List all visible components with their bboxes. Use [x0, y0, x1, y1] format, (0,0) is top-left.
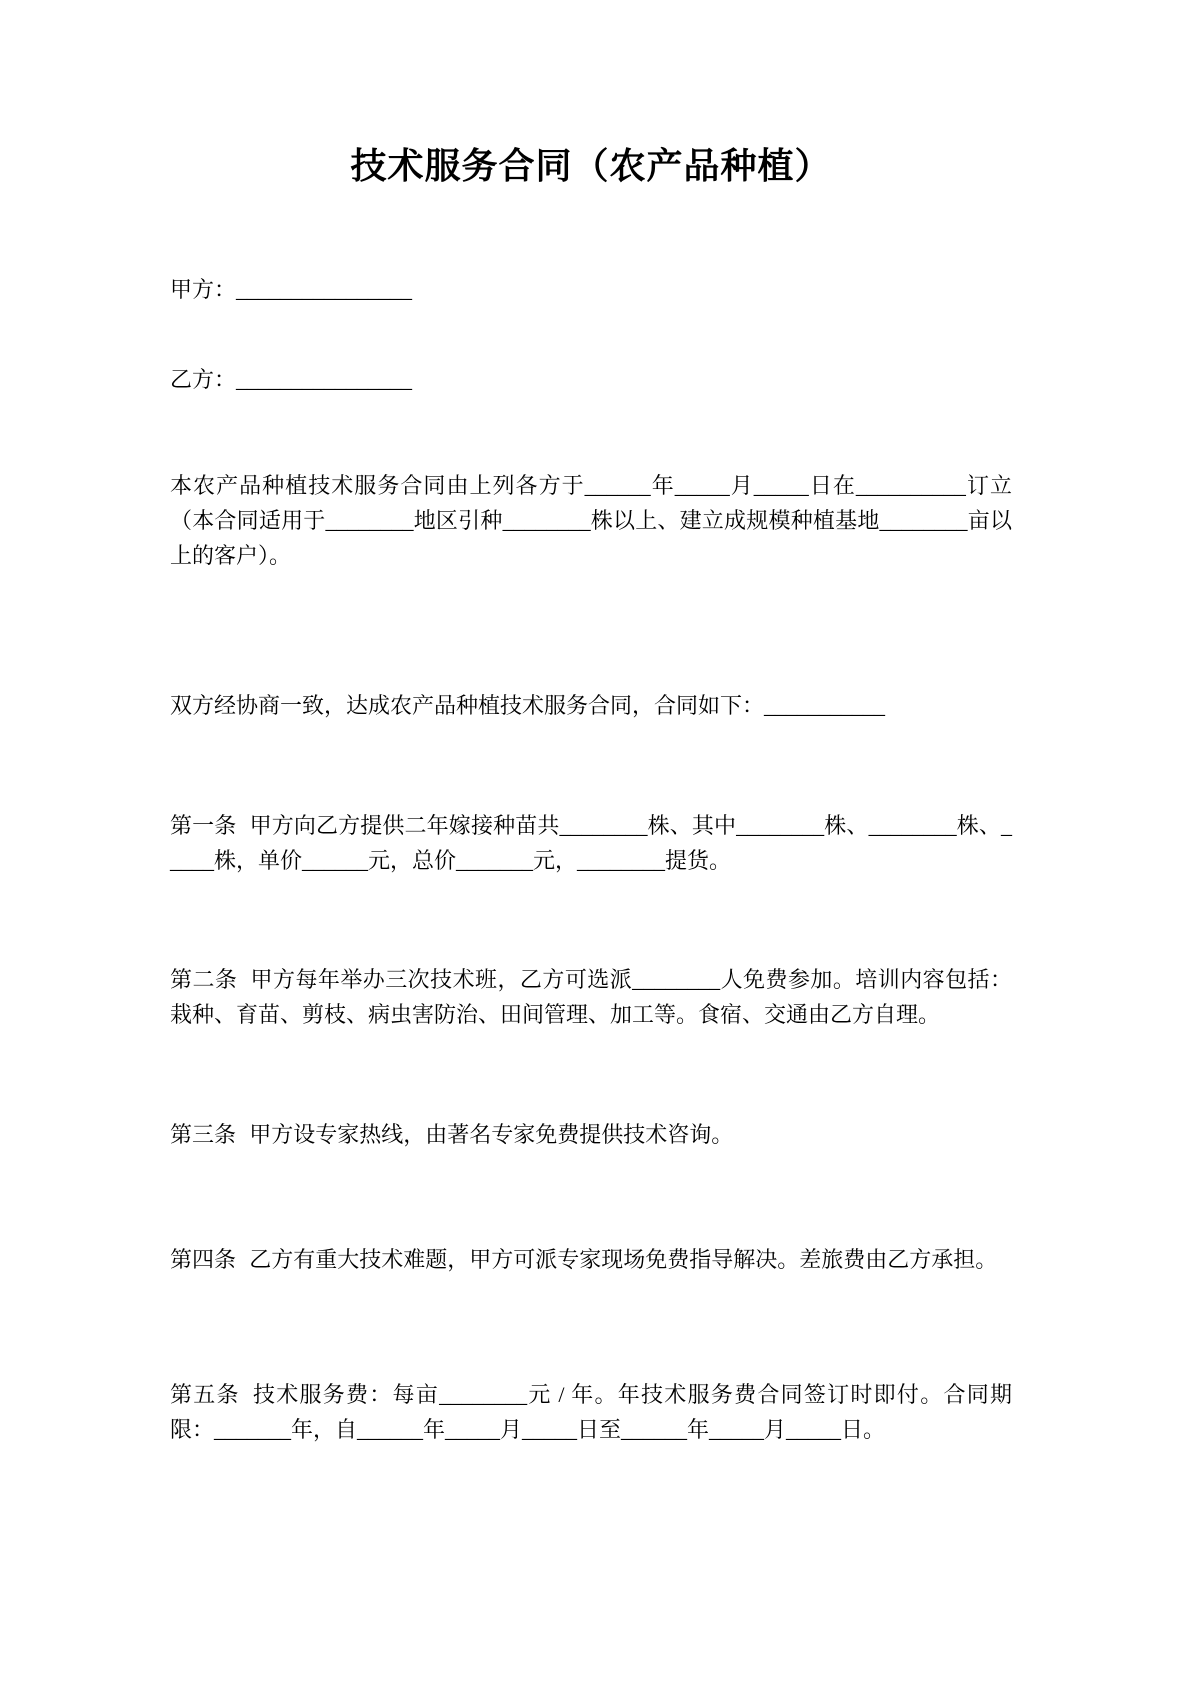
article-3-label: 第三条 [170, 1122, 237, 1147]
article-1-label: 第一条 [170, 813, 237, 838]
article-1-text: 甲方向乙方提供二年嫁接种苗共________株、其中________株、________株、_____株，单价______元，总价_______元，________提货。 [170, 813, 1012, 873]
article-5-text: 技术服务费：每亩________元 / 年。年技术服务费合同签订时即付。合同期限：_______年，自______年_____月_____日至______年_____月_____日。 [170, 1382, 1012, 1442]
article-3-paragraph [170, 1117, 1012, 1152]
article-2-text: 甲方每年举办三次技术班，乙方可选派________人免费参加。培训内容包括：栽种、育苗、剪枝、病虫害防治、田间管理、加工等。食宿、交通由乙方自理。 [170, 967, 1012, 1027]
article-5-label: 第五条 [170, 1382, 240, 1407]
party-a-line: 甲方：________________ [170, 277, 413, 302]
intro-paragraph: 本农产品种植技术服务合同由上列各方于______年_____月_____日在__________订立（本合同适用于________地区引种________株以上、建立成规模种植基地________亩以上的客户）。 [170, 473, 1012, 568]
article-2-paragraph [170, 962, 1012, 1032]
agreement-paragraph: 双方经协商一致，达成农产品种植技术服务合同，合同如下：___________ [170, 693, 886, 718]
article-1-paragraph [170, 808, 1012, 878]
article-4-paragraph [170, 1242, 1012, 1277]
article-3-text: 甲方设专家热线，由著名专家免费提供技术咨询。 [249, 1122, 734, 1147]
party-b-line: 乙方：________________ [170, 367, 413, 392]
article-4-text: 乙方有重大技术难题，甲方可派专家现场免费指导解决。差旅费由乙方承担。 [249, 1247, 998, 1272]
article-2-label: 第二条 [170, 967, 238, 992]
document-title: 技术服务合同（农产品种植） [350, 146, 832, 186]
article-5-paragraph [170, 1377, 1012, 1447]
article-4-label: 第四条 [170, 1247, 237, 1272]
